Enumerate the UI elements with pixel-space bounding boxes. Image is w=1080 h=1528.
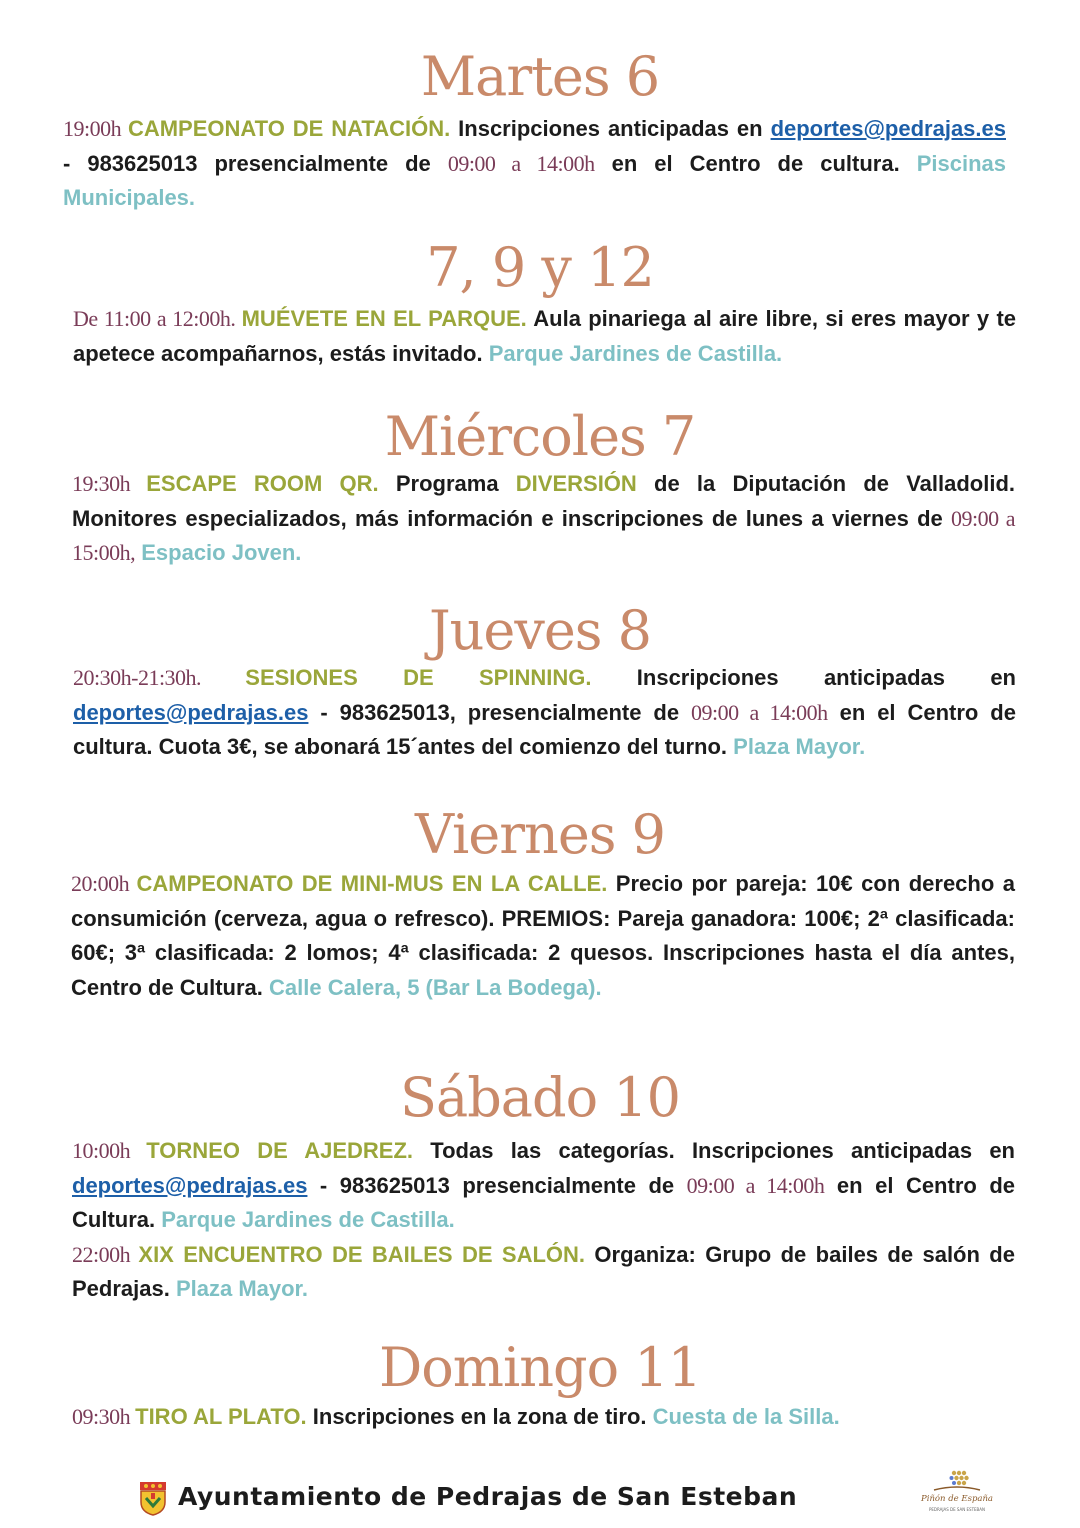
event-description: Todas las categorías. Inscripciones anticipadas en (413, 1138, 1015, 1163)
event-description: Inscripciones anticipadas en (591, 665, 1016, 690)
day-block (72, 1400, 1015, 1435)
event-time: 09:00 a 14:00h (447, 150, 595, 176)
event-description: Precio por pareja: 10€ con derecho a consumición (cerveza, agua o refresco). PREMIOS: Pareja ganadora: 100€; 2ª clasificada: 60€; 3ª clasificada: 2 lomos; 4ª clasificada: 2 quesos. Inscripciones hasta el día antes, Centro de Cultura. (71, 871, 1015, 1000)
footer (0, 1474, 1080, 1522)
event-time: 20:30h-21:30h. (73, 665, 246, 690)
day-title: Domingo 11 (378, 1336, 701, 1399)
event-time: 10:00h (72, 1138, 147, 1163)
event-location: Calle Calera, 5 (Bar La Bodega). (269, 974, 602, 1000)
event-name: SESIONES DE SPINNING. (245, 665, 592, 690)
event-name: XIX ENCUENTRO DE BAILES DE SALÓN. (138, 1241, 586, 1267)
event-time: 09:00 a 15:00h, (72, 505, 1015, 565)
day-block (72, 1134, 1015, 1307)
day-block (72, 467, 1015, 571)
event-time: 20:00h (71, 871, 137, 896)
day-title: Jueves 8 (428, 599, 652, 662)
event-location: Plaza Mayor. (175, 1276, 309, 1301)
event-time: De 11:00 a 12:00h. (73, 306, 242, 331)
day-title: Martes 6 (420, 45, 660, 108)
day-block (73, 302, 1016, 371)
event-description: - 983625013 presencialmente de (307, 1172, 687, 1198)
event-description: - 983625013 presencialmente de (63, 150, 448, 176)
event-time: 19:30h (72, 471, 147, 496)
svg-text:Piñón de España: Piñón de España (921, 1494, 993, 1504)
event-name: MUÉVETE EN EL PARQUE. (241, 306, 527, 331)
event-description: Programa (378, 471, 516, 496)
event-name: CAMPEONATO DE NATACIÓN. (127, 116, 451, 141)
pinon-de-espana-logo (921, 1464, 993, 1518)
day-block (63, 112, 1006, 216)
day-block (73, 661, 1016, 765)
event-time: 09:00 a 14:00h (686, 1172, 825, 1198)
day-title: Sábado 10 (400, 1066, 680, 1129)
email-link[interactable]: deportes@pedrajas.es (72, 1172, 308, 1198)
event-name: ESCAPE ROOM QR. (146, 471, 379, 496)
day-title: 7, 9 y 12 (426, 236, 654, 299)
event-description: Organiza: Grupo de bailes de salón de Pedrajas. (72, 1241, 1015, 1301)
event-time: 19:00h (63, 116, 128, 141)
event-location: Piscinas Municipales. (63, 150, 1006, 210)
event-description: de la Diputación de Valladolid. Monitores especializados, más información e inscripciones de lunes a viernes de (72, 471, 1016, 531)
event-description: Inscripciones en la zona de tiro. (306, 1404, 653, 1429)
event-time: 09:00 a 14:00h (691, 699, 828, 725)
day-block (71, 867, 1015, 1005)
event-description: Inscripciones anticipadas en (450, 116, 771, 141)
event-location: Cuesta de la Silla. (652, 1404, 840, 1429)
event-time: 09:30h (72, 1404, 136, 1429)
email-link[interactable]: deportes@pedrajas.es (770, 116, 1006, 141)
event-location: Parque Jardines de Castilla. (488, 340, 783, 366)
event-location: Espacio Joven. (135, 540, 302, 565)
event-name: TORNEO DE AJEDREZ. (146, 1138, 414, 1163)
organization-name: Ayuntamiento de Pedrajas de San Esteban (178, 1482, 798, 1511)
day-title: Viernes 9 (414, 803, 666, 866)
event-time: 22:00h (72, 1241, 139, 1267)
event-name: CAMPEONATO DE MINI-MUS EN LA CALLE. (136, 871, 608, 896)
email-link[interactable]: deportes@pedrajas.es (73, 699, 309, 725)
event-name: TIRO AL PLATO. (135, 1404, 307, 1429)
coat-of-arms-icon (138, 1480, 168, 1516)
svg-text:PEDRAJAS DE SAN ESTEBAN: PEDRAJAS DE SAN ESTEBAN (928, 1507, 986, 1512)
event-location: Parque Jardines de Castilla. (161, 1207, 455, 1232)
event-description: en el Centro de cultura. Cuota 3€, se abonará 15´antes del comienzo del turno. (73, 699, 1016, 759)
event-location: Plaza Mayor. (733, 734, 866, 759)
event-description: en el Centro de cultura. (594, 150, 917, 176)
event-description: - 983625013, presencialmente de (308, 699, 691, 725)
event-description: Aula pinariega al aire libre, si eres mayor y te apetece acompañarnos, estás invitado. (73, 306, 1017, 366)
day-title: Miércoles 7 (384, 405, 696, 468)
event-name: DIVERSIÓN (515, 471, 637, 496)
event-description: en el Centro de Cultura. (72, 1172, 1015, 1232)
